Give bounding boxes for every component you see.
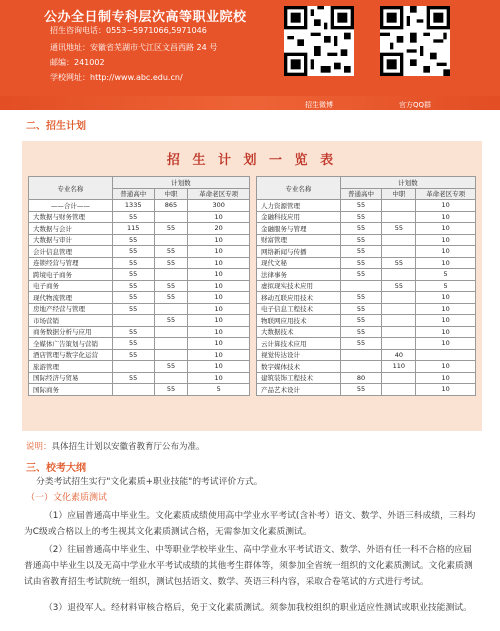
old-revolutionary-area-cell: 10 [416, 292, 476, 304]
major-name-cell: 酒店管理与数字化运营 [29, 349, 113, 361]
regular-high-school-cell: 55 [112, 211, 154, 223]
old-revolutionary-area-cell: 10 [188, 372, 250, 384]
header-old-revolutionary-area: 革命老区专项 [188, 188, 250, 200]
regular-high-school-cell: 55 [112, 280, 154, 292]
major-name-cell: 现代文秘 [257, 257, 341, 269]
table-row [257, 234, 476, 246]
vocational-cell [382, 384, 416, 396]
major-name-cell: 移动互联应用技术 [257, 292, 341, 304]
vocational-cell: 55 [154, 223, 188, 235]
major-name-cell: 法律事务 [257, 269, 341, 281]
vocational-cell: 55 [154, 280, 188, 292]
header-regular-high-school: 普通高中 [340, 188, 382, 200]
table-row [29, 361, 250, 373]
header-major-name: 专业名称 [257, 177, 341, 200]
exam-section-heading: 三、校考大纲 [26, 463, 86, 474]
major-name-cell: 视觉传达设计 [257, 349, 341, 361]
regular-high-school-cell [340, 349, 382, 361]
old-revolutionary-area-cell: 10 [188, 303, 250, 315]
table-row [29, 292, 250, 304]
header-major-name: 专业名称 [29, 177, 113, 200]
table-row [257, 361, 476, 373]
old-revolutionary-area-cell: 300 [188, 200, 250, 212]
major-name-cell: 会计信息管理 [29, 246, 113, 258]
old-revolutionary-area-cell: 10 [188, 280, 250, 292]
table-row [257, 246, 476, 258]
major-name-cell: 旅游管理 [29, 361, 113, 373]
vocational-cell [382, 269, 416, 281]
regular-high-school-cell: 55 [340, 338, 382, 350]
table-row [29, 315, 250, 327]
old-revolutionary-area-cell: 10 [188, 315, 250, 327]
regular-high-school-cell: 115 [112, 223, 154, 235]
table-row [29, 349, 250, 361]
vocational-cell: 110 [382, 361, 416, 373]
regular-high-school-cell: 55 [112, 349, 154, 361]
header-vocational: 中职 [382, 188, 416, 200]
vocational-cell: 40 [382, 349, 416, 361]
table-row [29, 280, 250, 292]
old-revolutionary-area-cell: 10 [188, 211, 250, 223]
table-row [257, 292, 476, 304]
major-name-cell: 金融科技应用 [257, 211, 341, 223]
header-plan-count: 计划数 [340, 177, 475, 189]
major-name-cell: 房地产经营与管理 [29, 303, 113, 315]
table-row [29, 303, 250, 315]
vocational-cell [382, 338, 416, 350]
major-name-cell: 全媒体广告策划与营销 [29, 338, 113, 350]
vocational-cell: 55 [154, 257, 188, 269]
qq-group-qr-code [380, 6, 450, 109]
vocational-cell [154, 372, 188, 384]
old-revolutionary-area-cell: 10 [188, 361, 250, 373]
regular-high-school-cell: 55 [340, 269, 382, 281]
vocational-cell [154, 269, 188, 281]
old-revolutionary-area-cell: 10 [416, 338, 476, 350]
note-label: 说明： [26, 442, 52, 452]
regular-high-school-cell: 55 [340, 315, 382, 327]
regular-high-school-cell: 55 [340, 211, 382, 223]
vocational-cell [382, 200, 416, 212]
vocational-cell [382, 211, 416, 223]
major-name-cell: 连锁经营与管理 [29, 257, 113, 269]
old-revolutionary-area-cell: 10 [188, 269, 250, 281]
old-revolutionary-area-cell: 10 [188, 349, 250, 361]
regular-high-school-cell: 55 [340, 246, 382, 258]
major-name-cell: 虚拟现实技术应用 [257, 280, 341, 292]
major-name-cell: 国际经济与贸易 [29, 372, 113, 384]
regular-high-school-cell: 55 [112, 257, 154, 269]
header-old-revolutionary-area: 革命老区专项 [416, 188, 476, 200]
regular-high-school-cell: 55 [340, 234, 382, 246]
major-name-cell: 跨境电子商务 [29, 269, 113, 281]
regular-high-school-cell: 55 [112, 303, 154, 315]
table-row [257, 349, 476, 361]
old-revolutionary-area-cell: 10 [188, 246, 250, 258]
major-name-cell: 大数据技术 [257, 326, 341, 338]
table-row [257, 338, 476, 350]
header-banner [0, 0, 500, 110]
qr-left-caption: 招生微博 [305, 101, 333, 109]
major-name-cell: 大数据与财务管理 [29, 211, 113, 223]
vocational-cell [154, 211, 188, 223]
header-vocational: 中职 [154, 188, 188, 200]
vocational-cell [154, 234, 188, 246]
old-revolutionary-area-cell: 10 [188, 338, 250, 350]
qr-code-icon [380, 6, 450, 76]
regular-high-school-cell: 55 [112, 372, 154, 384]
old-revolutionary-area-cell: 10 [416, 372, 476, 384]
table-row [29, 372, 250, 384]
major-name-cell: 电子商务 [29, 280, 113, 292]
regular-high-school-cell: 55 [340, 223, 382, 235]
qr-code-icon [284, 6, 354, 76]
old-revolutionary-area-cell: 5 [188, 384, 250, 396]
major-name-cell: 金融服务与管理 [257, 223, 341, 235]
major-name-cell: 现代物流管理 [29, 292, 113, 304]
major-name-cell: 电子信息工程技术 [257, 303, 341, 315]
table-row [257, 280, 476, 292]
vocational-cell [154, 303, 188, 315]
table-row [29, 338, 250, 350]
major-name-cell: 云计算技术应用 [257, 338, 341, 350]
old-revolutionary-area-cell: 10 [416, 315, 476, 327]
plan-table-left [28, 176, 250, 396]
table-row [29, 223, 250, 235]
note-text: 具体招生计划以安徽省教育厅公布为准。 [51, 442, 205, 452]
regular-high-school-cell: 55 [340, 292, 382, 304]
plan-section-heading: 二、招生计划 [26, 121, 86, 132]
table-row [29, 384, 250, 396]
plan-table-title: 招 生 计 划 一 览 表 [166, 153, 338, 168]
old-revolutionary-area-cell: 10 [416, 246, 476, 258]
regular-high-school-cell: 55 [340, 303, 382, 315]
vocational-cell [154, 326, 188, 338]
table-row [29, 211, 250, 223]
table-row [29, 257, 250, 269]
vocational-cell: 55 [154, 246, 188, 258]
old-revolutionary-area-cell: 10 [416, 361, 476, 373]
old-revolutionary-area-cell: 10 [416, 223, 476, 235]
vocational-cell [382, 315, 416, 327]
table-row [29, 246, 250, 258]
cultural-test-heading: （一）文化素质测试 [26, 493, 108, 503]
major-name-cell: 财富管理 [257, 234, 341, 246]
table-row [257, 257, 476, 269]
table-row [257, 315, 476, 327]
table-row [29, 326, 250, 338]
table-row [257, 211, 476, 223]
table-row [257, 200, 476, 212]
old-revolutionary-area-cell: 10 [416, 326, 476, 338]
major-name-cell: 建筑装饰工程技术 [257, 372, 341, 384]
regular-high-school-cell: 55 [112, 292, 154, 304]
vocational-cell [382, 234, 416, 246]
mailing-address: 通讯地址：安徽省芜湖市弋江区文昌西路 24 号 [50, 43, 218, 52]
postcode: 邮编：241002 [50, 58, 105, 67]
school-name: 公办全日制专科层次高等职业院校 [44, 10, 247, 25]
regular-high-school-cell [112, 361, 154, 373]
plan-table-right [256, 176, 476, 396]
table-row [257, 223, 476, 235]
table-row [257, 384, 476, 396]
old-revolutionary-area-cell [416, 349, 476, 361]
regular-high-school-cell: 55 [112, 269, 154, 281]
old-revolutionary-area-cell: 10 [416, 384, 476, 396]
regular-high-school-cell [112, 315, 154, 327]
major-name-cell: 物联网应用技术 [257, 315, 341, 327]
regular-high-school-cell [340, 361, 382, 373]
weibo-qr-code [284, 6, 354, 109]
old-revolutionary-area-cell: 10 [416, 234, 476, 246]
regular-high-school-cell: 55 [112, 246, 154, 258]
table-row [257, 269, 476, 281]
major-name-cell: 市场营销 [29, 315, 113, 327]
vocational-cell [382, 372, 416, 384]
vocational-cell [382, 292, 416, 304]
regular-high-school-cell: 55 [112, 326, 154, 338]
old-revolutionary-area-cell: 10 [416, 303, 476, 315]
major-name-cell: 网络新闻与传播 [257, 246, 341, 258]
old-revolutionary-area-cell: 10 [188, 292, 250, 304]
major-name-cell: ——合计—— [29, 200, 113, 212]
vocational-cell: 55 [154, 361, 188, 373]
regular-high-school-cell: 55 [112, 234, 154, 246]
plan-table-left-body [29, 200, 250, 396]
major-name-cell: 商务数据分析与应用 [29, 326, 113, 338]
old-revolutionary-area-cell: 10 [188, 257, 250, 269]
major-name-cell: 产品艺术设计 [257, 384, 341, 396]
regular-high-school-cell: 1335 [112, 200, 154, 212]
vocational-cell [154, 349, 188, 361]
old-revolutionary-area-cell: 10 [416, 200, 476, 212]
regular-high-school-cell: 55 [340, 326, 382, 338]
major-name-cell: 大数据与会计 [29, 223, 113, 235]
vocational-cell [382, 246, 416, 258]
outline-paragraph-3: （3）退役军人。经材料审核合格后，免于文化素质测试。须参加我校组织的职业适应性测试或职业技能测试。 [44, 603, 472, 613]
vocational-cell: 865 [154, 200, 188, 212]
old-revolutionary-area-cell: 10 [188, 234, 250, 246]
vocational-cell: 55 [382, 257, 416, 269]
old-revolutionary-area-cell: 10 [188, 326, 250, 338]
major-name-cell: 数字媒体技术 [257, 361, 341, 373]
table-row [29, 269, 250, 281]
admission-phone: 招生咨询电话：0553−5971066,5971046 [50, 26, 207, 35]
website[interactable]: 学校网址：http://www.abc.edu.cn/ [50, 73, 183, 82]
old-revolutionary-area-cell: 5 [416, 269, 476, 281]
outline-paragraph-2: （2）往届普通高中毕业生、中等职业学校毕业生、高中学业水平考试语文、数学、外语有任一科不合格的应届普通高中毕业生以及无高中学业水平考试成绩的其他考生群体等，须参加全省统一组织的文化素质测试。文化素质测试由省教育招生考试院统一组织，测试包括语文、数学、英语三科内容，采取合卷笔试的方式进行考试。 [24, 545, 473, 587]
major-name-cell: 人力资源管理 [257, 200, 341, 212]
old-revolutionary-area-cell: 20 [188, 223, 250, 235]
table-row [29, 200, 250, 212]
plan-table-right-body [257, 200, 476, 396]
plan-table-panel [22, 141, 482, 431]
regular-high-school-cell: 55 [340, 200, 382, 212]
old-revolutionary-area-cell: 10 [416, 257, 476, 269]
header-regular-high-school: 普通高中 [112, 188, 154, 200]
regular-high-school-cell: 55 [340, 257, 382, 269]
old-revolutionary-area-cell: 10 [416, 211, 476, 223]
table-row [257, 372, 476, 384]
outline-paragraph-1: （1）应届普通高中毕业生。文化素质成绩使用高中学业水平考试(含补考）语文、数学、外语三科成绩，三科均为C级或合格以上的考生视其文化素质测试合格，无需参加文化素质测试。 [24, 511, 476, 537]
regular-high-school-cell [112, 384, 154, 396]
old-revolutionary-area-cell: 5 [416, 280, 476, 292]
vocational-cell [382, 303, 416, 315]
qr-right-caption: 官方QQ群 [398, 101, 432, 109]
outline-intro: 分类考试招生实行"文化素质+职业技能"的考试评价方式。 [36, 477, 263, 487]
major-name-cell: 大数据与审计 [29, 234, 113, 246]
vocational-cell: 55 [382, 223, 416, 235]
regular-high-school-cell: 55 [340, 384, 382, 396]
table-row [257, 303, 476, 315]
regular-high-school-cell [340, 280, 382, 292]
header-plan-count: 计划数 [112, 177, 249, 189]
vocational-cell: 55 [154, 384, 188, 396]
table-row [257, 326, 476, 338]
vocational-cell: 55 [382, 280, 416, 292]
regular-high-school-cell: 55 [112, 338, 154, 350]
regular-high-school-cell: 80 [340, 372, 382, 384]
major-name-cell: 国际商务 [29, 384, 113, 396]
table-row [29, 234, 250, 246]
vocational-cell [154, 338, 188, 350]
vocational-cell [382, 326, 416, 338]
vocational-cell: 55 [154, 315, 188, 327]
plan-note [26, 440, 205, 452]
vocational-cell: 55 [154, 292, 188, 304]
